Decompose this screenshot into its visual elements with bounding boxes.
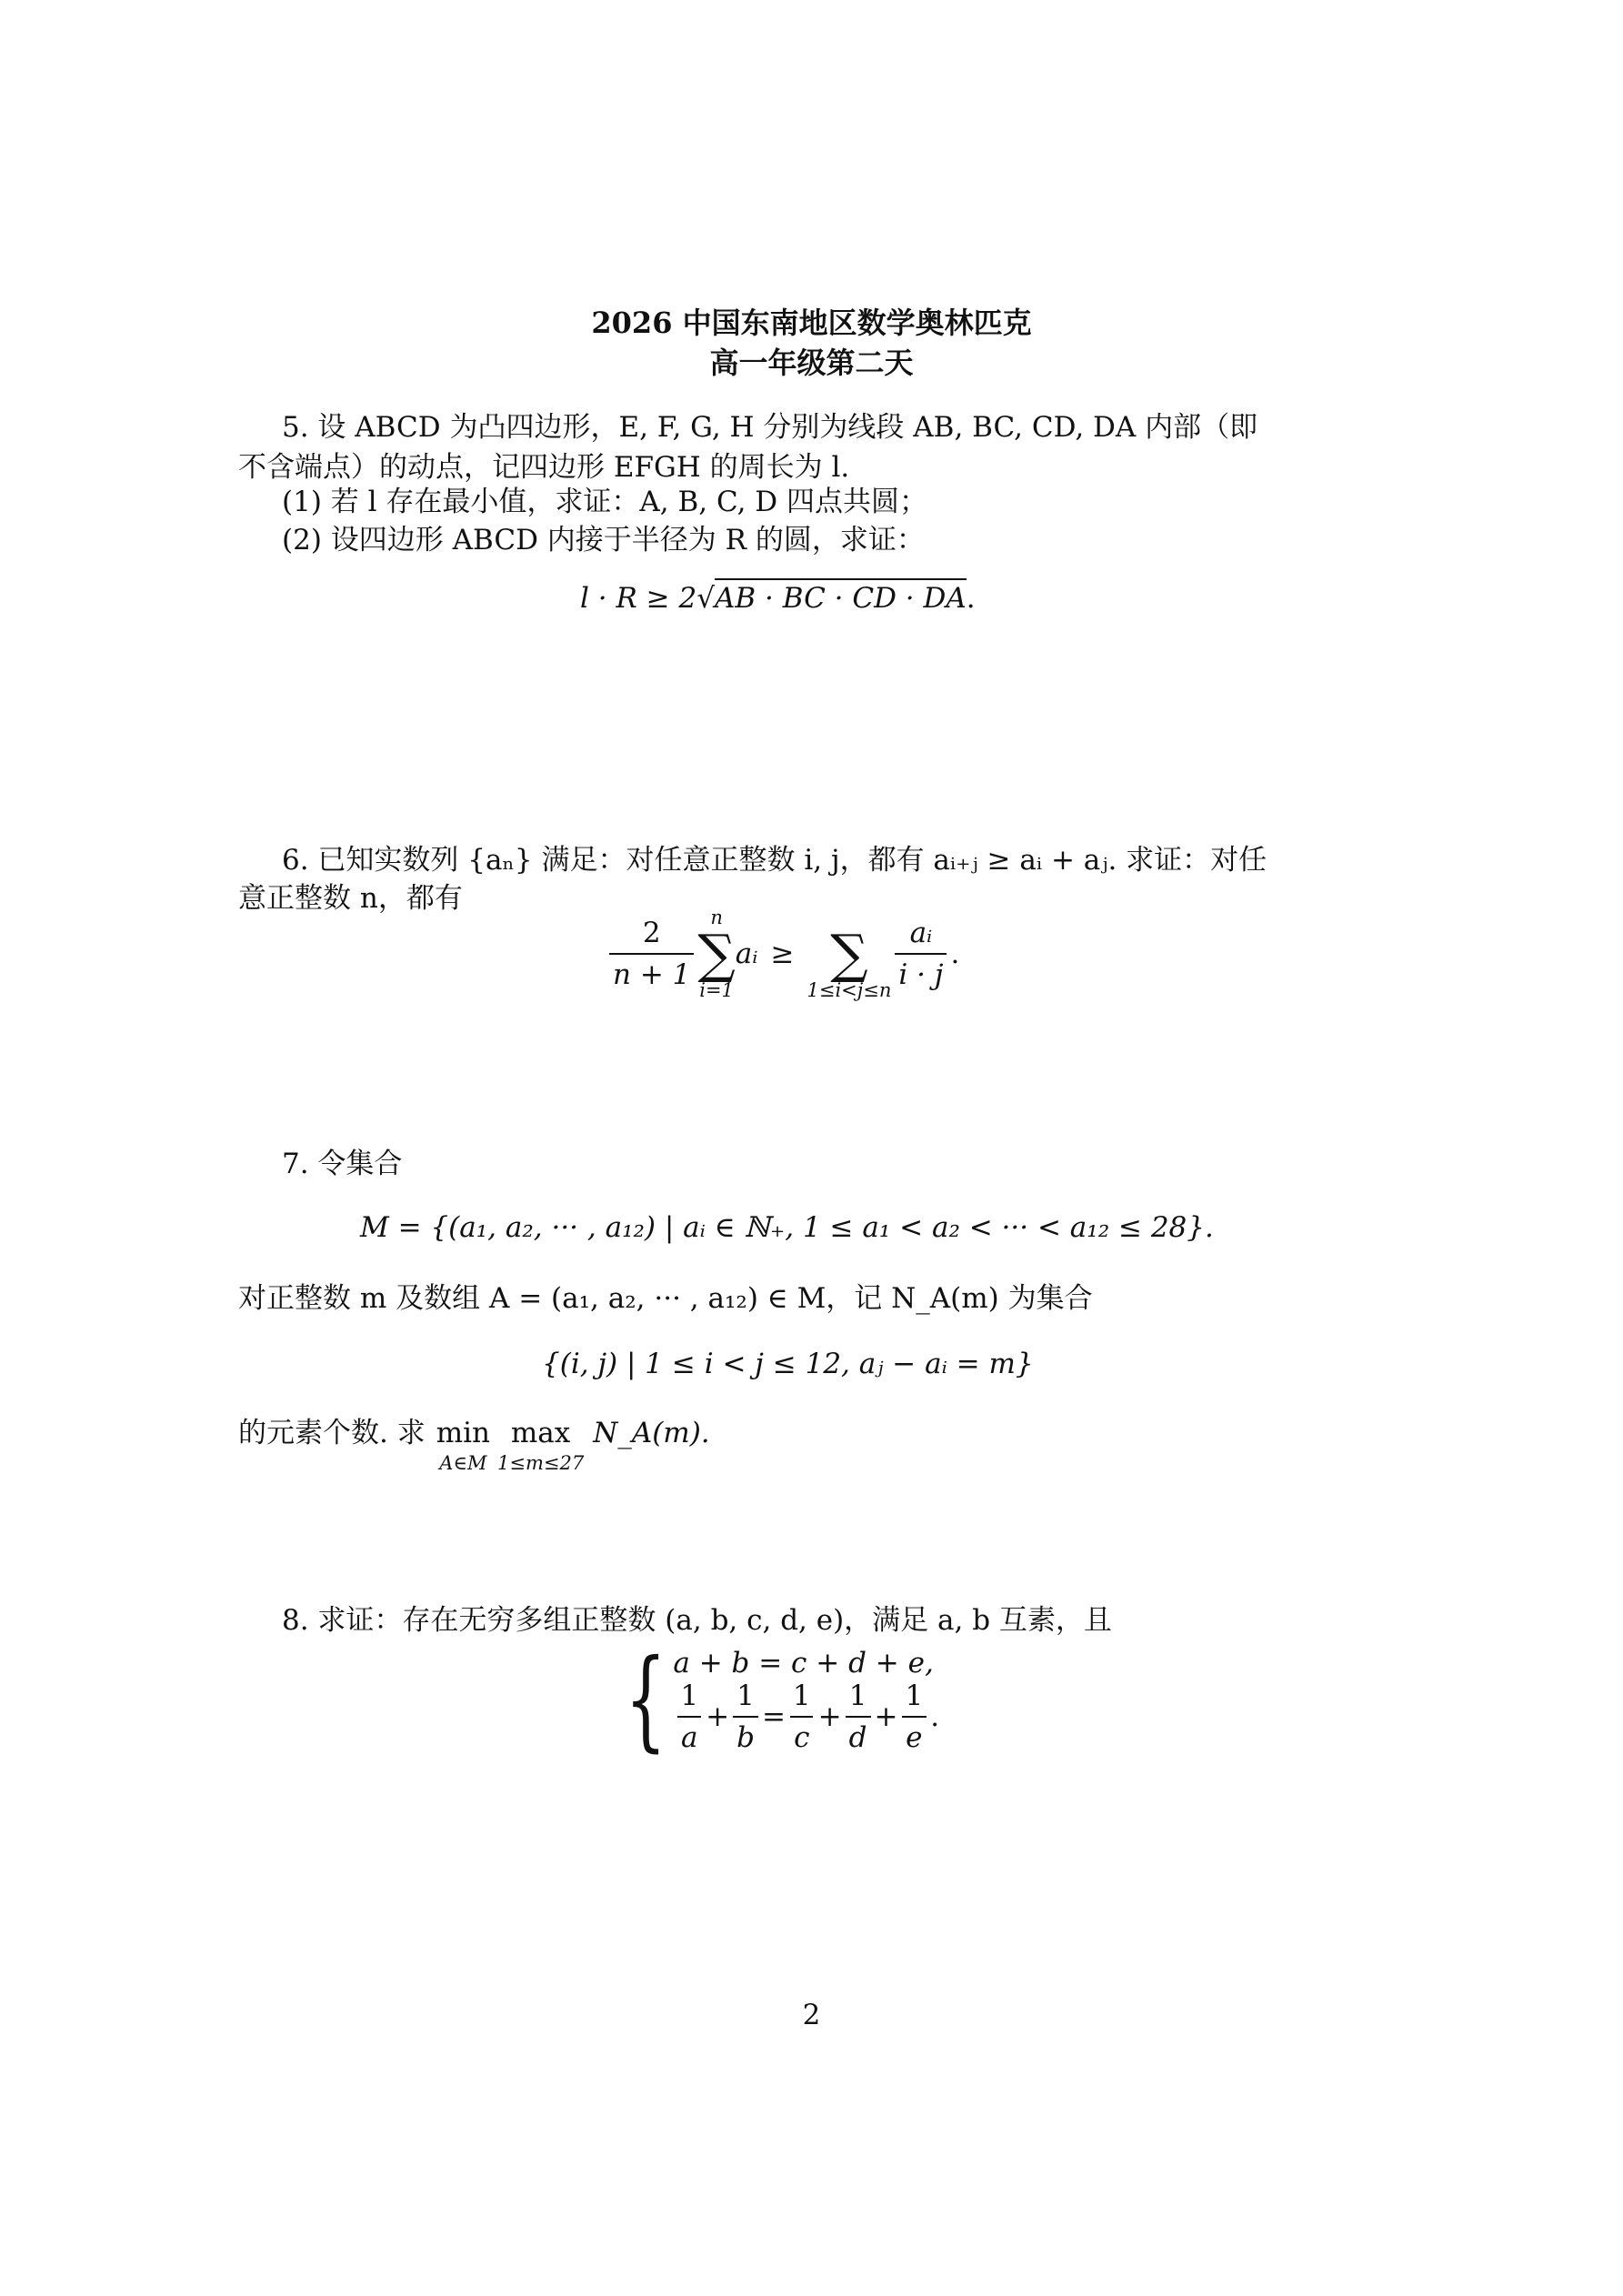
formula-period: . <box>950 937 960 970</box>
formula-period: . <box>966 582 976 615</box>
problem-7-line-2: 对正整数 m 及数组 A = (a₁, a₂, ··· , a₁₂) ∈ M，记 N_A(m) 为集合 <box>238 1282 1093 1315</box>
numerator: 1 <box>680 1679 699 1712</box>
equation-1: a + b = c + d + e, <box>673 1647 934 1679</box>
sigma-icon: ∑ <box>830 923 868 985</box>
exam-title: 2026 中国东南地区数学奥林匹克 <box>591 306 1032 340</box>
fraction-1-over-a <box>676 1679 702 1754</box>
denominator: a <box>677 1716 701 1754</box>
problem-5-part-2: (2) 设四边形 ABCD 内接于半径为 R 的圆，求证： <box>282 524 925 556</box>
page-number: 2 <box>802 1999 821 2031</box>
equation-period: . <box>930 1700 940 1733</box>
max-word: max <box>510 1417 571 1449</box>
problem-5-part-1: (1) 若 l 存在最小值，求证：A, B, C, D 四点共圆； <box>282 486 928 518</box>
denominator: e <box>902 1716 926 1754</box>
fraction-1-over-b <box>733 1679 758 1754</box>
min-operator <box>436 1413 490 1473</box>
problem-6-line-2: 意正整数 n，都有 <box>238 882 463 915</box>
max-subscript: 1≤m≤27 <box>497 1452 585 1474</box>
problem-8-system <box>611 1637 940 1763</box>
problem-7-line-1: 7. 令集合 <box>282 1148 403 1180</box>
fraction-1-over-d <box>846 1679 871 1754</box>
fraction-2-over-n-plus-1 <box>609 917 694 991</box>
system-equations <box>673 1647 939 1754</box>
sum-lower-limit: i=1 <box>699 979 734 1001</box>
problem-6-line-1: 6. 已知实数列 {aₙ} 满足：对任意正整数 i, j，都有 aᵢ₊ⱼ ≥ aᵢ + aⱼ. 求证：对任 <box>282 844 1267 877</box>
denominator: c <box>790 1716 813 1754</box>
fraction-1-over-c <box>789 1679 815 1754</box>
problem-5-formula <box>580 582 976 615</box>
numerator: 1 <box>792 1679 811 1712</box>
numerator: 1 <box>905 1679 924 1712</box>
sum-symbol-1 <box>697 907 735 1000</box>
exam-subtitle: 高一年级第二天 <box>709 346 914 380</box>
denominator: d <box>846 1716 871 1754</box>
fraction-denominator: i · j <box>895 953 947 991</box>
sqrt-sign: √ <box>696 582 715 615</box>
problem-7-formula-2: {(i, j) | 1 ≤ i < j ≤ 12, aⱼ − aᵢ = m} <box>542 1348 1034 1380</box>
line-suffix: N_A(m). <box>593 1417 710 1449</box>
numerator: 1 <box>848 1679 867 1712</box>
problem-5-line-2: 不含端点）的动点，记四边形 EFGH 的周长为 l. <box>238 451 850 484</box>
problem-5-line-1: 5. 设 ABCD 为凸四边形，E, F, G, H 分别为线段 AB, BC, CD, DA 内部（即 <box>282 411 1258 444</box>
line-prefix: 的元素个数. 求 <box>238 1417 426 1449</box>
formula-lhs: l · R ≥ 2 <box>580 582 697 615</box>
numerator: 1 <box>736 1679 755 1712</box>
problem-7-formula-1: M = {(a₁, a₂, ··· , a₁₂) | aᵢ ∈ ℕ₊, 1 ≤ a₁ < a₂ < ··· < a₁₂ ≤ 28}. <box>360 1211 1214 1244</box>
fraction-numerator: 2 <box>642 917 661 949</box>
ge-sign: ≥ <box>770 937 795 970</box>
sum-lower-limit: 1≤i<j≤n <box>806 979 892 1001</box>
fraction-denominator: n + 1 <box>609 953 694 991</box>
sigma-icon: ∑ <box>697 923 736 985</box>
equation-2: $\frac{1}{a}$ + $\frac{1}{b}$ = $\frac{1}{c}$ + $\frac{1}{d}$ + $\frac{1}{e}$ . <box>673 1679 939 1754</box>
problem-8-line-1: 8. 求证：存在无穷多组正整数 (a, b, c, d, e)，满足 a, b 互素，且 <box>282 1604 1112 1637</box>
max-operator <box>497 1413 584 1473</box>
fraction-ai-over-ij <box>895 917 947 991</box>
problem-6-formula <box>606 907 959 1000</box>
problem-7-line-3 <box>238 1413 710 1473</box>
sum-term: aᵢ <box>735 937 758 970</box>
sum-symbol-2 <box>806 907 891 1000</box>
min-subscript: A∈M <box>439 1452 487 1474</box>
fraction-1-over-e <box>901 1679 927 1754</box>
sum-upper-limit: n <box>710 907 723 928</box>
fraction-numerator: aᵢ <box>909 917 933 949</box>
left-brace-icon: { <box>625 1637 667 1763</box>
min-word: min <box>436 1417 490 1449</box>
denominator: b <box>733 1716 758 1754</box>
sqrt-radicand: AB · BC · CD · DA <box>715 578 967 615</box>
